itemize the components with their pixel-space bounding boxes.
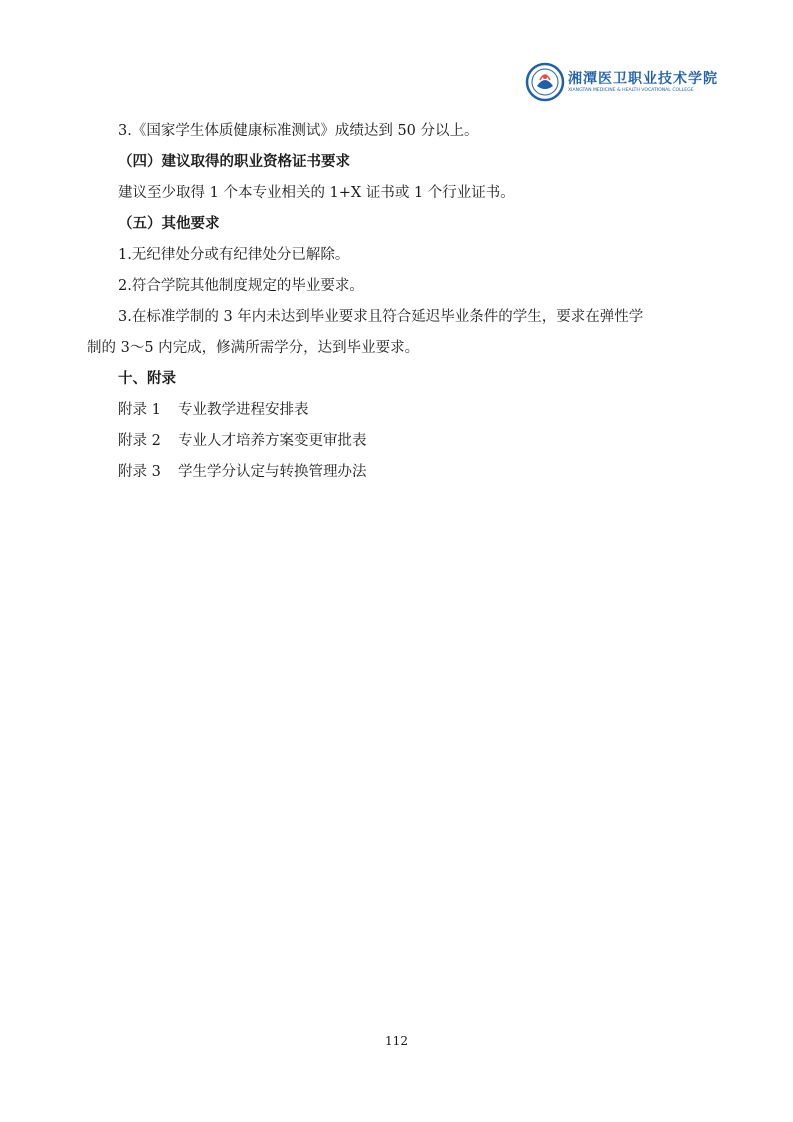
section-heading-certificates: （四）建议取得的职业资格证书要求 [118, 154, 350, 170]
certificate-requirement: 建议至少取得 1 个本专业相关的 1+X 证书或 1 个行业证书。 [118, 185, 515, 201]
discipline-requirement: 1.无纪律处分或有纪律处分已解除。 [118, 247, 350, 263]
flexible-term-line-2: 制的 3～5 内完成，修满所需学分，达到毕业要求。 [87, 340, 420, 356]
college-name-calligraphy: 湘潭医卫职业技术学院 [568, 71, 718, 87]
college-logo [524, 62, 718, 104]
appendix-item [118, 462, 718, 482]
appendix-title: 专业人才培养方案变更审批表 [178, 433, 367, 449]
flexible-term-requirement [87, 307, 715, 358]
appendix-item [118, 431, 718, 451]
flexible-term-line-1: 3.在标准学制的 3 年内未达到毕业要求且符合延迟毕业条件的学生，要求在弹性学 [118, 309, 644, 325]
pe-test-requirement: 3.《国家学生体质健康标准测试》成绩达到 50 分以上。 [118, 123, 479, 139]
appendix-number: 附录 1 [118, 402, 161, 418]
appendix-number: 附录 2 [118, 433, 161, 449]
document-body [87, 121, 718, 482]
section-heading-other: （五）其他要求 [118, 216, 220, 232]
section-heading-appendix: 十、附录 [118, 371, 176, 387]
college-name-english: XIANGTAN MEDICINE & HEALTH VOCATIONAL COLLEGE [568, 88, 694, 93]
appendix-title: 专业教学进程安排表 [178, 402, 309, 418]
page-number: 112 [385, 1034, 408, 1048]
appendix-item [118, 400, 718, 420]
appendix-number: 附录 3 [118, 464, 161, 480]
appendix-title: 学生学分认定与转换管理办法 [178, 464, 367, 480]
college-rules-requirement: 2.符合学院其他制度规定的毕业要求。 [118, 278, 364, 294]
